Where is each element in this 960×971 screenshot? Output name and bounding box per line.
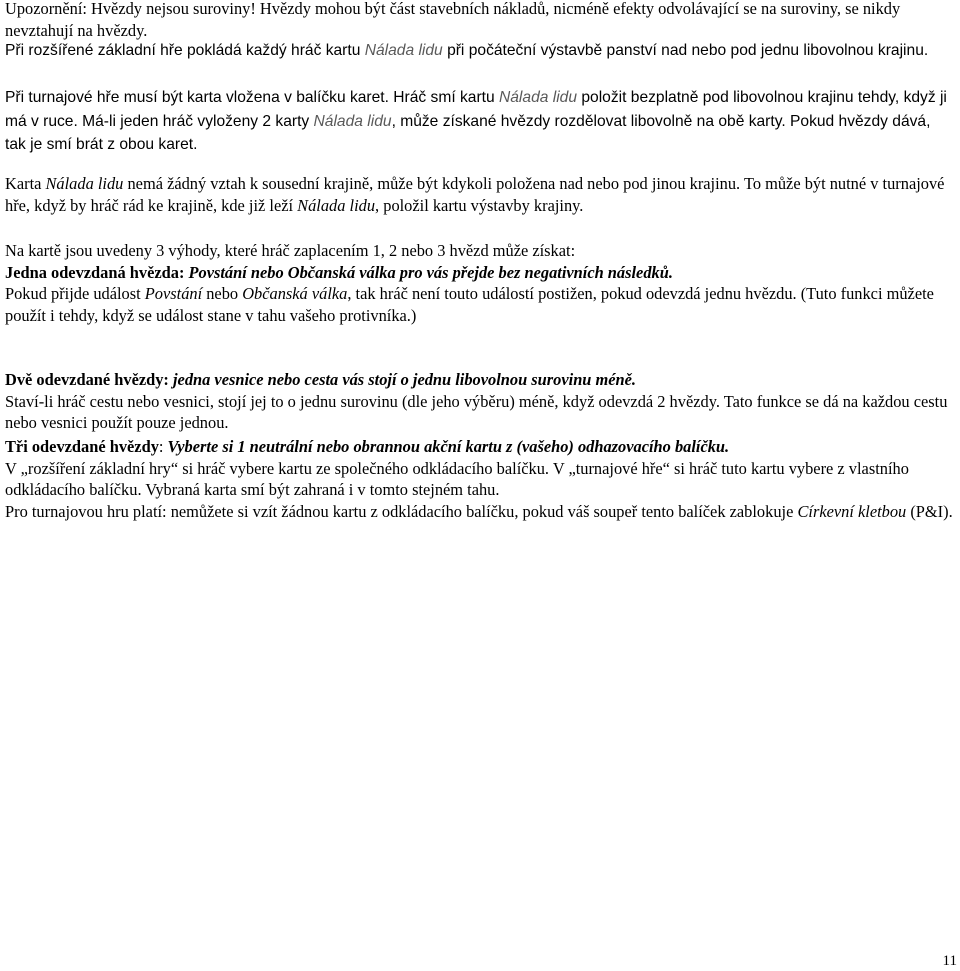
paragraph-text: Karta <box>5 174 46 193</box>
benefit-one-label: Jedna odevzdaná hvězda: <box>5 262 185 282</box>
benefit-three-summary: Vyberte si 1 neutrální nebo obrannou akční kartu z (vašeho) odhazovacího balíčku. <box>163 437 730 456</box>
benefit-two-body: Staví-li hráč cestu nebo vesnici, stojí jej to o jednu surovinu (dle jeho výběru) méně, když odevzdá 2 hvězdy. Tato funkce se dá na každou cestu nebo vesnici použít pouze jednou. <box>5 391 948 432</box>
benefits-intro: Na kartě jsou uvedeny 3 výhody, které hráč zaplacením 1, 2 nebo 3 hvězd může získat: <box>5 241 576 260</box>
three-star-benefit-content <box>5 436 955 522</box>
paragraph-text: Pokud přijde událost <box>5 284 145 303</box>
extended-game-paragraph <box>5 39 955 63</box>
event-name: Občanská válka <box>242 284 348 303</box>
neighbour-paragraph <box>5 173 955 216</box>
benefits-section <box>5 240 955 326</box>
benefit-three-heading <box>5 436 955 458</box>
benefit-two-summary: jedna vesnice nebo cesta vás stojí o jednu libovolnou surovinu méně. <box>168 370 637 389</box>
paragraph-text: , tak hráč není touto událostí postižen, pokud odevzdá jednu hvězdu. (Tuto funkci můžete použít i tehdy, když se událost stane v tahu vašeho protivníka.) <box>5 284 934 325</box>
card-name: Nálada lidu <box>364 42 443 59</box>
benefit-three-body: V „rozšíření základní hry“ si hráč vybere kartu ze společného odkládacího balíčku. V „turnajové hře“ si hráč tuto kartu vybere z vlastního odkládacího balíčku. Vybraná karta smí být zahraná i v tomto stejném tahu. <box>5 458 909 499</box>
benefit-one-summary: Povstání nebo Občanská válka pro vás přejde bez negativních následků. <box>184 262 673 282</box>
card-name: Nálada lidu <box>297 195 376 215</box>
card-name: Nálada lidu <box>313 112 392 130</box>
paragraph-text: nebo <box>202 284 243 303</box>
benefit-three-colon: : <box>158 437 164 456</box>
paragraph-text: , položil kartu výstavby krajiny. <box>375 195 584 215</box>
paragraph-text: Při rozšířené základní hře pokládá každý hráč kartu <box>5 42 365 59</box>
tournament-paragraph <box>5 86 955 157</box>
paragraph-text: položit bezplatně pod libovolnou krajinu tehdy, když ji má v ruce. Má-li jeden hráč vyloženy 2 karty <box>5 89 947 130</box>
card-name: Církevní kletbou <box>797 501 907 521</box>
paragraph-text: Při turnajové hře musí být karta vložena v balíčku karet. Hráč smí kartu <box>5 89 499 106</box>
warning-text: Upozornění: Hvězdy nejsou suroviny! Hvězdy mohou být část stavebních nákladů, nicméně efekty odvolávající se na suroviny, se nikdy nevztahují na hvězdy. <box>5 0 901 40</box>
warning-paragraph <box>5 0 955 41</box>
benefit-three-label: Tři odevzdané hvězdy <box>5 437 159 456</box>
benefit-two-heading <box>5 369 955 391</box>
paragraph-text: Pro turnajovou hru platí: nemůžete si vzít žádnou kartu z odkládacího balíčku, pokud váš soupeř tento balíček zablokuje <box>5 501 798 521</box>
page-number: 11 <box>942 953 957 969</box>
paragraph-text: (P&I). <box>906 501 953 521</box>
benefit-two-label: Dvě odevzdané hvězdy: <box>5 370 169 389</box>
tournament-note <box>5 501 955 523</box>
paragraph-text: při počáteční výstavbě panství nad nebo pod jednu libovolnou krajinu. <box>442 42 929 59</box>
card-name: Nálada lidu <box>45 174 124 193</box>
two-star-benefit <box>5 369 955 434</box>
paragraph-text: nemá žádný vztah k sousední krajině, může být kdykoli položena nad nebo pod jinou krajinu. To může být nutné v turnajové hře, když by hráč rád ke krajině, kde již leží <box>5 174 945 215</box>
card-name: Nálada lidu <box>499 89 578 106</box>
paragraph-text: , může získané hvězdy rozdělovat libovolně na obě karty. Pokud hvězdy dává, tak je smí brát z obou karet. <box>5 112 931 153</box>
event-name: Povstání <box>144 284 203 303</box>
benefit-one-body <box>5 283 955 326</box>
benefit-one-heading <box>5 262 955 284</box>
